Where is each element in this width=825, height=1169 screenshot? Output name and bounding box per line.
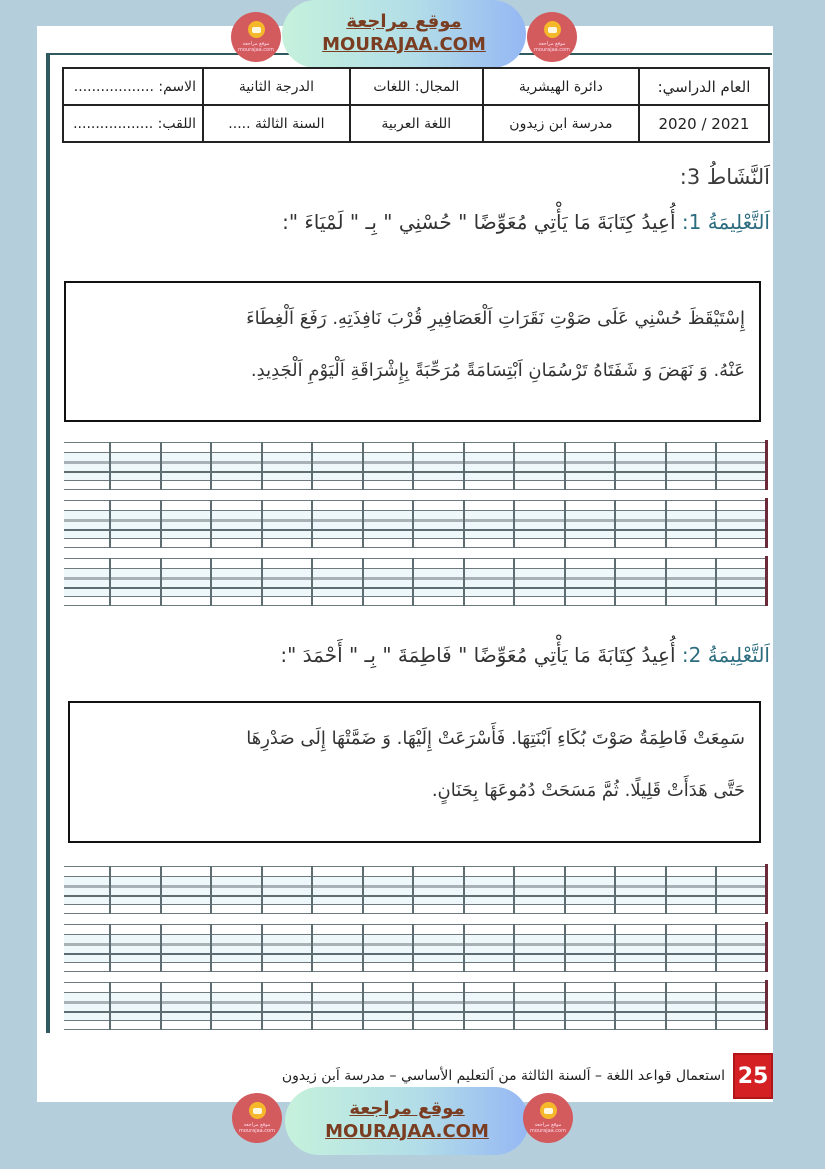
- ruled-line-set[interactable]: [64, 500, 768, 548]
- passage-1-box: [64, 281, 761, 422]
- site-logo-left: [231, 12, 281, 62]
- passage-1-line-1: إِسْتَيْقَظَ حُسْنِي عَلَى صَوْتِ نَقَرَاتِ اَلْعَصَافِيرِ قُرْبَ نَافِذَتِهِ. رَفَعَ اَلْغِطَاءَ: [246, 308, 745, 329]
- instruction-1-label: اَلتَّعْلِيمَةُ 1:: [681, 210, 770, 234]
- site-logo-left-bottom: [232, 1093, 282, 1143]
- page-number: 25: [733, 1053, 773, 1099]
- instruction-2: [280, 643, 770, 667]
- watermark-arabic: موقع مراجعة: [346, 11, 462, 32]
- school-year-value: 2021 / 2020: [639, 105, 769, 142]
- ruled-line-set[interactable]: [64, 866, 768, 914]
- book-icon: [540, 1102, 557, 1119]
- ruled-line-set[interactable]: [64, 924, 768, 972]
- site-logo-right-bottom: [523, 1093, 573, 1143]
- book-icon: [544, 21, 561, 38]
- passage-2-box: [68, 701, 761, 843]
- field-cell: المجال: اللغات: [350, 68, 483, 105]
- logo-caption: موقع مراجعة mourajaa.com: [237, 41, 274, 53]
- surname-field[interactable]: اللقب: ..................: [63, 105, 203, 142]
- subject-cell: اللغة العربية: [350, 105, 483, 142]
- school-year-label: العام الدراسي:: [639, 68, 769, 105]
- watermark-arabic: موقع مراجعة: [349, 1098, 465, 1119]
- passage-2-line-2: حَتَّى هَدَأَتْ قَلِيلًا. ثُمَّ مَسَحَتْ دُمُوعَهَا بِحَنَانٍ.: [431, 780, 745, 801]
- activity-title: اَلنَّشَاطُ 3:: [679, 165, 770, 189]
- site-logo-right: [527, 12, 577, 62]
- footer-text: استعمال قواعد اللغة – اَلسنة الثالثة من اَلتعليم الأساسي – مدرسة اَبن زيدون: [281, 1068, 725, 1084]
- instruction-1: [282, 210, 770, 234]
- instruction-2-label: اَلتَّعْلِيمَةُ 2:: [681, 643, 770, 667]
- book-icon: [249, 1102, 266, 1119]
- watermark-english: MOURAJAA.COM: [325, 1121, 489, 1142]
- logo-caption: موقع مراجعة mourajaa.com: [529, 1122, 566, 1134]
- watermark-english: MOURAJAA.COM: [322, 34, 486, 55]
- ruled-line-set[interactable]: [64, 982, 768, 1030]
- district-cell: دائرة الهيشرية: [483, 68, 639, 105]
- book-icon: [248, 21, 265, 38]
- logo-caption: موقع مراجعة mourajaa.com: [238, 1122, 275, 1134]
- watermark-banner-top[interactable]: [282, 0, 526, 68]
- school-cell: مدرسة ابن زيدون: [483, 105, 639, 142]
- ruled-line-set[interactable]: [64, 442, 768, 490]
- ruled-line-set[interactable]: [64, 558, 768, 606]
- grade-cell: الدرجة الثانية: [203, 68, 350, 105]
- instruction-1-text: أُعِيدُ كِتَابَةَ مَا يَأْتِي مُعَوِّضًا " حُسْنِي " بِـ " لَمْيَاءَ ":: [282, 210, 676, 234]
- watermark-banner-bottom[interactable]: [285, 1087, 529, 1155]
- header-info-table: [62, 67, 770, 143]
- name-field[interactable]: الاسم: ..................: [63, 68, 203, 105]
- logo-caption: موقع مراجعة mourajaa.com: [533, 41, 570, 53]
- passage-1-line-2: عَنْهُ. وَ نَهَضَ وَ شَفَتَاهُ تَرْسُمَانِ اَبْتِسَامَةً مُرَحِّبَةً بِإِشْرَاقَةِ اَلْيَوْمِ اَلْجَدِيدِ.: [250, 360, 745, 381]
- instruction-2-text: أُعِيدُ كِتَابَةَ مَا يَأْتِي مُعَوِّضًا " فَاطِمَةَ " بِـ " أَحْمَدَ ":: [280, 643, 676, 667]
- level-cell: السنة الثالثة .....: [203, 105, 350, 142]
- passage-2-line-1: سَمِعَتْ فَاطِمَةُ صَوْتَ بُكَاءِ اَبْنَتِهَا. فَأَسْرَعَتْ إِلَيْهَا. وَ ضَمَّتْهَا إِلَى صَدْرِهَا: [246, 728, 745, 749]
